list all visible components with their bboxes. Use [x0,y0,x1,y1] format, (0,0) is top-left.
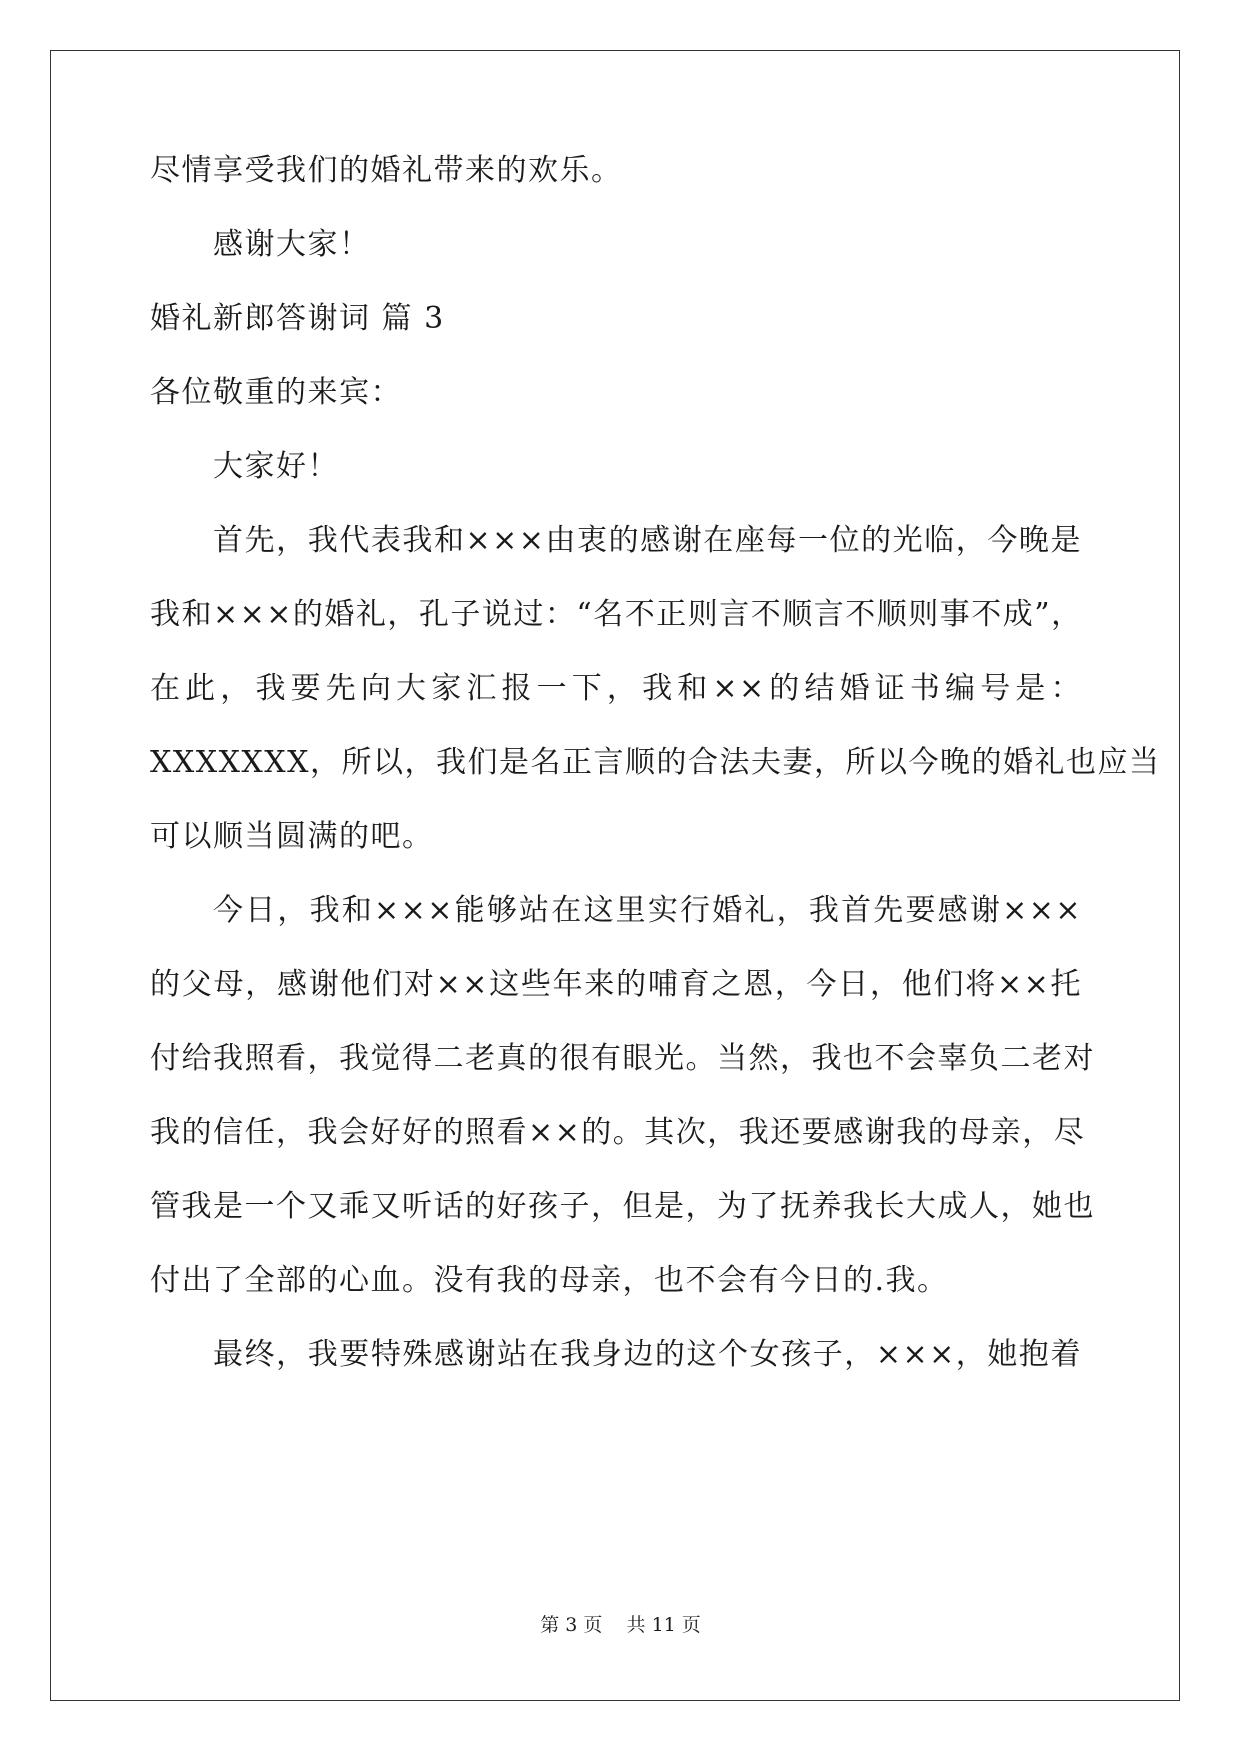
page-border [50,50,1180,1701]
section-title: 婚礼新郎答谢词 篇 3 [150,301,445,336]
text-line-12: 的父母，感谢他们对××这些年来的哺育之恩，今日，他们将××托 [150,967,1082,1002]
text-line-7: 我和×××的婚礼，孔子说过：“名不正则言不顺言不顺则事不成”， [150,597,1083,632]
text-line-8: 在此，我要先向大家汇报一下，我和××的结婚证书编号是： [150,671,1082,706]
page-number-footer: 第 3 页 共 11 页 [540,1614,701,1636]
text-line-17: 最终，我要特殊感谢站在我身边的这个女孩子，×××，她抱着 [213,1337,1082,1372]
text-line-9: XXXXXXX，所以，我们是名正言顺的合法夫妻，所以今晚的婚礼也应当 [150,745,1161,780]
text-line-13: 付给我照看，我觉得二老真的很有眼光。当然，我也不会辜负二老对 [150,1041,1095,1076]
greeting: 大家好！ [213,449,339,484]
text-line-16: 付出了全部的心血。没有我的母亲，也不会有今日的.我。 [150,1263,949,1298]
text-line-15: 管我是一个又乖又听话的好孩子，但是，为了抚养我长大成人，她也 [150,1189,1095,1224]
text-line-6: 首先，我代表我和×××由衷的感谢在座每一位的光临，今晚是 [213,523,1082,558]
text-line-1: 尽情享受我们的婚礼带来的欢乐。 [150,153,623,188]
text-line-2: 感谢大家！ [213,227,371,262]
text-line-11: 今日，我和×××能够站在这里实行婚礼，我首先要感谢××× [213,893,1082,928]
text-line-14: 我的信任，我会好好的照看××的。其次，我还要感谢我的母亲，尽 [150,1115,1086,1150]
salutation: 各位敬重的来宾： [150,375,402,410]
text-line-10: 可以顺当圆满的吧。 [150,819,434,854]
